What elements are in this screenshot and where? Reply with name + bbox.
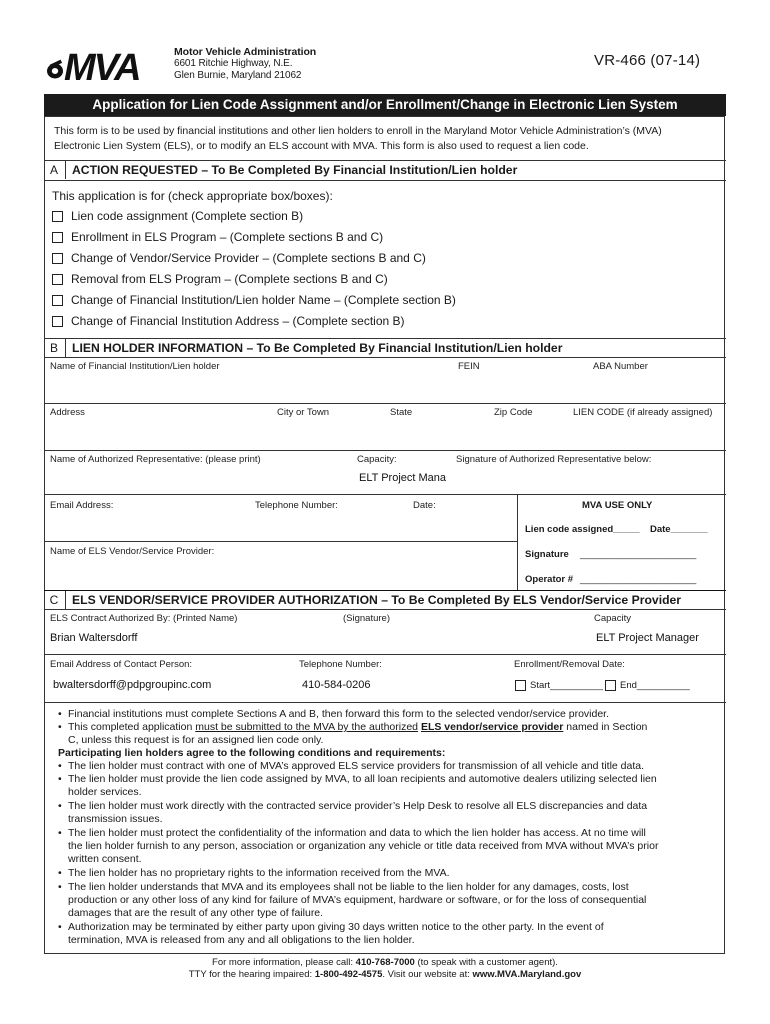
start-checkbox[interactable] [515,680,526,691]
c-signature-label: (Signature) [343,613,390,624]
mva-signature-line: ______________________ [580,549,697,560]
institution-name-label: Name of Financial Institution/Lien holder [50,361,220,372]
option-change-vendor[interactable] [52,251,426,265]
section-b-title: LIEN HOLDER INFORMATION – To Be Completed By Financial Institution/Lien holder [72,341,563,355]
footer-website[interactable]: www.MVA.Maryland.gov [472,969,582,980]
c-email-label: Email Address of Contact Person: [50,659,193,670]
bullet: • [58,708,62,720]
contract-by-value[interactable]: Brian Waltersdorff [50,632,138,644]
city-label: City or Town [277,407,330,418]
date-label: Date: [413,500,436,511]
section-b-letter: B [49,341,58,355]
end-checkbox[interactable] [605,680,616,691]
condition-4b: the lien holder furnish to any person, association or organization any vehicle or title data received from MVA without MVA’s prior [68,840,659,852]
condition-7a: Authorization may be terminated by either party upon giving 30 days written notice to the other party. In the event of [68,921,604,933]
option-label: Lien code assignment (Complete section B) [71,209,304,223]
state-label: State [390,407,413,418]
rep-name-label: Name of Authorized Representative: (please print) [50,454,261,465]
option-label: Change of Financial Institution/Lien holder Name – (Complete section B) [71,293,456,307]
condition-4c: written consent. [68,853,142,865]
agency-address-line1: 6601 Ritchie Highway, N.E. [174,58,293,69]
divider [65,339,66,357]
divider [44,609,726,610]
intro-line2: Electronic Lien System (ELS), or to modify an ELS account with MVA. This form is also used to request a lien code. [54,140,589,152]
checkbox[interactable] [52,232,63,243]
bullet: • [58,760,62,772]
vendor-name-label: Name of ELS Vendor/Service Provider: [50,546,215,557]
divider [44,403,726,404]
start-line: __________ [550,680,603,691]
condition-6c: damages that are the result of any other type of failure. [68,907,324,919]
divider [44,180,726,181]
option-lien-code[interactable] [52,209,303,223]
c-email-value[interactable]: bwaltersdorff@pdpgroupinc.com [53,679,212,691]
note-2-bold: ELS vendor/service provider [420,721,564,733]
bullet: • [58,881,62,893]
agency-address-line2: Glen Burnie, Maryland 21062 [174,70,302,81]
section-c-header [44,591,726,609]
end-date-field[interactable] [605,680,690,691]
bullet: • [58,867,62,879]
footer-tty: 1-800-492-4575 [314,969,383,980]
end-label: End [620,680,637,691]
c-capacity-label: Capacity [594,613,631,624]
divider [44,450,726,451]
intro-line1: This form is to be used by financial institutions and other lien holders to enroll in the Maryland Motor Vehicle Administration’s (MVA) [54,125,662,137]
start-label: Start [530,680,551,691]
condition-3a: The lien holder must work directly with the contracted service provider’s Help Desk to resolve all ELS discrepancies and data [68,800,648,812]
lien-code-label: LIEN CODE (if already assigned) [573,407,713,418]
note-2-underlined: must be submitted to the MVA by the authorized [195,721,419,733]
divider [65,161,66,179]
condition-1: The lien holder must contract with one of MVA’s approved ELS service providers for transmission of all vehicle and title data. [68,760,645,772]
mva-operator: Operator # [525,574,574,585]
checkbox[interactable] [52,295,63,306]
option-label: Change of Financial Institution Address – (Complete section B) [71,314,405,328]
option-label: Enrollment in ELS Program – (Complete sections B and C) [71,230,384,244]
footer-text: TTY for the hearing impaired: [188,969,315,980]
mva-operator-line: ______________________ [580,574,697,585]
mva-date: Date_______ [650,524,708,535]
divider [44,702,726,703]
bullet: • [58,827,62,839]
footer-line1 [0,957,770,968]
c-telephone-value[interactable]: 410-584-0206 [302,679,371,691]
end-line: __________ [636,680,690,691]
footer-text: . Visit our website at: [382,969,473,980]
divider [44,357,726,358]
enroll-date-label: Enrollment/Removal Date: [514,659,625,670]
option-enrollment[interactable] [52,230,383,244]
bullet: • [58,921,62,933]
condition-6a: The lien holder understands that MVA and its employees shall not be liable to the lien holder for any damages, costs, lost [68,881,629,893]
footer-line2 [0,969,770,980]
svg-text:MVA: MVA [64,47,140,86]
mva-signature: Signature [525,549,569,560]
form-title: Application for Lien Code Assignment and/or Enrollment/Change in Electronic Lien System [44,94,726,116]
conditions-heading: Participating lien holders agree to the following conditions and requirements: [58,747,446,759]
form-number: VR-466 (07-14) [594,52,701,69]
mva-logo [44,44,172,86]
condition-4a: The lien holder must protect the confidentiality of the information and data to which the lien holder has access. At no time will [68,827,646,839]
section-a-prompt: This application is for (check appropriate box/boxes): [52,189,333,203]
checkbox[interactable] [52,316,63,327]
section-a-letter: A [49,163,58,177]
option-change-address[interactable] [52,314,405,328]
condition-2a: The lien holder must provide the lien code assigned by MVA, to all loan recipients and automotive dealers utilizing selected lien [68,773,657,785]
c-capacity-value[interactable]: ELT Project Manager [596,632,699,644]
zip-label: Zip Code [494,407,533,418]
bullet: • [58,773,62,785]
contract-by-label: ELS Contract Authorized By: (Printed Name) [50,613,238,624]
lien-code-assigned: Lien code assigned_____ [525,524,640,535]
note-1: Financial institutions must complete Sections A and B, then forward this form to the selected vendor/service provider. [68,708,610,720]
fein-label: FEIN [458,361,480,372]
condition-3b: transmission issues. [68,813,163,825]
section-a-header [44,161,726,179]
agency-name: Motor Vehicle Administration [174,46,317,58]
mva-use-title: MVA USE ONLY [582,500,653,511]
note-2-pre: This completed application [68,721,196,733]
divider [65,591,66,609]
footer-phone: 410-768-7000 [355,957,415,968]
divider [517,494,518,590]
option-label: Change of Vendor/Service Provider – (Complete sections B and C) [71,251,426,265]
section-b-header [44,339,726,357]
option-change-name[interactable] [52,293,456,307]
signature-label: Signature of Authorized Representative below: [456,454,652,465]
email-label: Email Address: [50,500,114,511]
section-a-title: ACTION REQUESTED – To Be Completed By Financial Institution/Lien holder [72,163,518,177]
option-removal[interactable] [52,272,388,286]
divider [44,494,726,495]
note-2-post: named in Section [563,721,648,733]
c-telephone-label: Telephone Number: [299,659,382,670]
capacity-value[interactable]: ELT Project Mana [359,472,447,484]
checkbox[interactable] [52,253,63,264]
divider [44,541,517,542]
capacity-label: Capacity: [357,454,397,465]
note-2 [68,721,718,734]
bullet: • [58,800,62,812]
bullet: • [58,721,62,733]
condition-2b: holder services. [68,786,142,798]
footer-text: For more information, please call: [212,957,356,968]
section-c-title: ELS VENDOR/SERVICE PROVIDER AUTHORIZATION – To Be Completed By ELS Vendor/Service Provider [72,593,682,607]
note-2-line2: C, unless this request is for an assigned lien code only. [68,734,324,746]
condition-6b: production or any other loss of any kind for failure of MVA’s equipment, hardware or software, or for the loss of consequential [68,894,647,906]
divider [44,654,726,655]
start-date-field[interactable] [515,680,603,691]
section-c-letter: C [49,593,59,607]
checkbox[interactable] [52,274,63,285]
aba-label: ABA Number [593,361,648,372]
condition-5: The lien holder has no proprietary rights to the information received from the MVA. [68,867,450,879]
telephone-label: Telephone Number: [255,500,338,511]
option-label: Removal from ELS Program – (Complete sections B and C) [71,272,388,286]
checkbox[interactable] [52,211,63,222]
address-label: Address [50,407,85,418]
footer-text: (to speak with a customer agent). [414,957,558,968]
condition-7b: termination, MVA is released from any and all obligations to the lien holder. [68,934,415,946]
